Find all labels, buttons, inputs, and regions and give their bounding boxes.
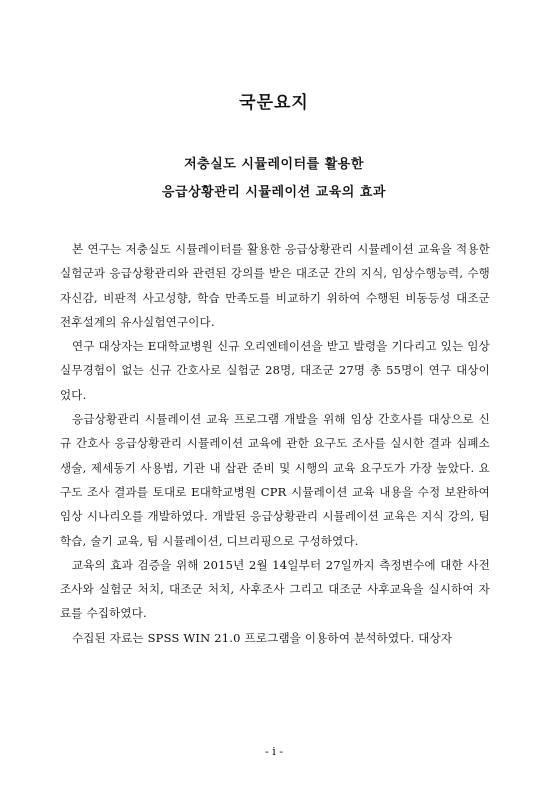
abstract-body: [60, 237, 490, 650]
page-number: - i -: [265, 745, 283, 758]
paragraph-data-collection: 교육의 효과 검증을 위해 2015년 2월 14일부터 27일까지 측정변수에 대한 사전조사와 실험군 처치, 대조군 처치, 사후조사 그리고 대조군 사후교육을 실시하여 자료를 수집하였다.: [60, 557, 490, 621]
paper-title-line-1: 저충실도 시뮬레이터를 활용한: [184, 157, 364, 172]
paragraph-analysis: 수집된 자료는 SPSS WIN 21.0 프로그램을 이용하여 분석하였다. 대상자: [72, 630, 453, 645]
paragraph-participants: 연구 대상자는 E대학교병원 신규 오리엔테이션을 받고 발령을 기다리고 있는 임상실무경험이 없는 신규 간호사로 실험군 28명, 대조군 27명 총 55명이 연구 대상이었다.: [60, 339, 490, 402]
paragraph-purpose: 본 연구는 저충실도 시뮬레이터를 활용한 응급상황관리 시뮬레이션 교육을 적용한 실험군과 응급상황관리와 관련된 강의를 받은 대조군 간의 지식, 임상수행능력, 수행 자신감, 비판적 사고성향, 학습 만족도를 비교하기 위하여 수행된 비동등성 대조군 전후설계의 유사실험연구이다.: [60, 242, 490, 329]
paragraph-program-development: 응급상황관리 시뮬레이션 교육 프로그램 개발을 위해 임상 간호사를 대상으로 신규 간호사 응급상황관리 시뮬레이션 교육에 관한 요구도 조사를 실시한 결과 심폐소생술, 제세동기 사용법, 기관 내 삽관 준비 및 시행의 교육 요구도가 가장 높았다. 요구도 조사 결과를 토대로 E대학교병원 CPR 시뮬레이션 교육 내용을 수정 보완하여 임상 시나리오를 개발하였다. 개발된 응급상황관리 시뮬레이션 교육은 지식 강의, 팀 학습, 술기 교육, 팀 시뮬레이션, 디브리핑으로 구성하였다.: [60, 412, 490, 548]
abstract-heading: 국문요지: [239, 93, 309, 113]
paper-title-line-2: 응급상황관리 시뮬레이션 교육의 효과: [161, 185, 386, 200]
